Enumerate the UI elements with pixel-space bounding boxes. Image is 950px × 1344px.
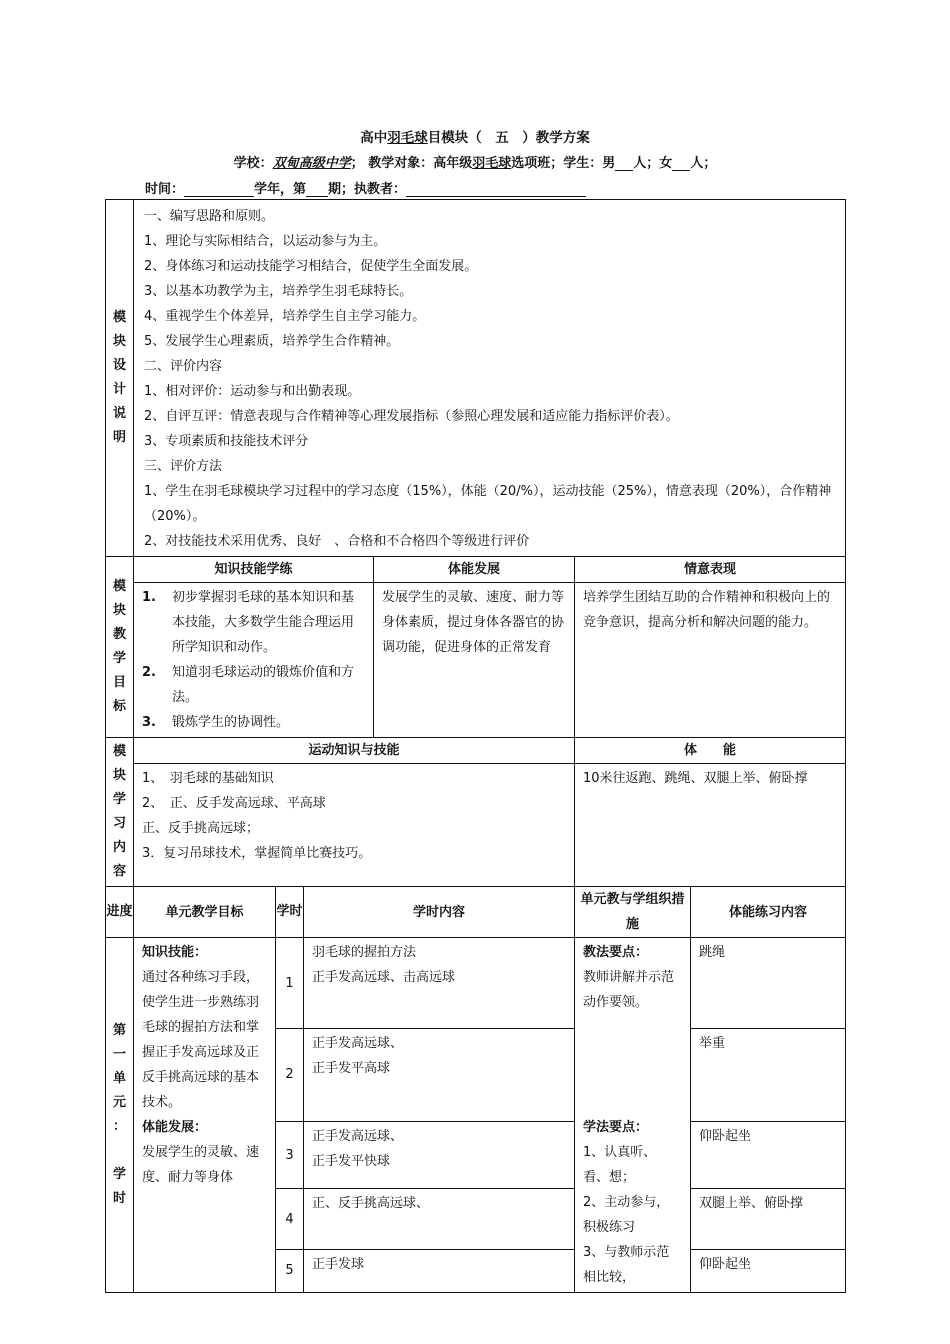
goal-knowledge-text: 通过各种练习手段，使学生进一步熟练羽毛球的握拍方法和掌握正手发高远球及正反手挑高远球的基本技术。 <box>142 970 260 1110</box>
teacher-blank <box>406 182 586 197</box>
hour-content-cell: 正手发高远球、 正手发平高球 <box>304 1029 575 1121</box>
goals-fitness-cell: 发展学生的灵敏、速度、耐力等身体素质，提过身体各器官的协调功能，促进身体的正常发育 <box>374 583 575 738</box>
time-line <box>145 178 586 197</box>
schedule-header-content: 学时内容 <box>304 887 575 938</box>
male-count-blank <box>615 156 633 171</box>
content-skill-line: 正、反手挑高远球； <box>142 821 260 836</box>
design-line: 一、编写思路和原则。 <box>144 209 275 224</box>
design-line: 1、理论与实际相结合，以运动参与为主。 <box>144 234 387 249</box>
exercise-cell: 举重 <box>691 1029 846 1121</box>
content-body-row <box>106 764 846 887</box>
target-sport: 羽毛球 <box>472 156 512 171</box>
goals-header-emotion: 情意表现 <box>575 557 846 583</box>
goals-emotion-cell: 培养学生团结互助的合作精神和积极向上的竞争意识，提高分析和解决问题的能力。 <box>575 583 846 738</box>
hour-cell: 2 <box>276 1029 304 1121</box>
design-line: 1、学生在羽毛球模块学习过程中的学习态度（15%），体能（20/%），运动技能（25%），情意表现（20%），合作精神（20%）。 <box>144 484 832 524</box>
goal-fitness-text: 发展学生的灵敏、速度、耐力等身体 <box>142 1145 260 1185</box>
goals-body-row <box>106 583 846 738</box>
content-header-skills: 运动知识与技能 <box>134 738 575 764</box>
goals-knowledge-item: 1. 初步掌握羽毛球的基本知识和基本技能，大多数学生能合理运用所学知识和动作。 <box>142 590 355 655</box>
design-line: 三、评价方法 <box>144 459 223 474</box>
design-row <box>106 200 846 557</box>
title-suffix: 目模块（ 五 ）教学方案 <box>427 130 590 146</box>
school-separator: ； <box>350 156 364 171</box>
schedule-header-measures: 单元教与学组织措施 <box>575 887 691 938</box>
teach-title: 教法要点： <box>583 945 649 960</box>
content-side-label: 模 块 学 习 内 容 <box>106 738 134 887</box>
target-suffix: 选项班；学生：男 <box>511 156 616 171</box>
schedule-header-progress: 进度 <box>106 887 134 938</box>
schedule-header-hours: 学时 <box>276 887 304 938</box>
design-content <box>134 200 846 557</box>
hour-cell: 4 <box>276 1189 304 1249</box>
learn-line: 1、认真听、看、想； <box>583 1145 657 1185</box>
title-sport: 羽毛球 <box>387 130 428 146</box>
design-line: 3、以基本功教学为主，培养学生羽毛球特长。 <box>144 284 413 299</box>
schedule-header-row <box>106 887 846 938</box>
unit-goal-cell <box>134 938 276 1293</box>
schedule-header-exercise: 体能练习内容 <box>691 887 846 938</box>
learn-line: 3、与教师示范相比较， <box>583 1245 670 1285</box>
design-line: 4、重视学生个体差异，培养学生自主学习能力。 <box>144 309 426 324</box>
schedule-header-goal: 单元教学目标 <box>134 887 276 938</box>
hour-cell: 1 <box>276 938 304 1029</box>
teach-text: 教师讲解并示范动作要领。 <box>583 970 675 1010</box>
learn-line: 2、主动参与，积极练习 <box>583 1195 670 1235</box>
time-blank <box>184 182 254 197</box>
hour-content-cell: 正手发高远球、 正手发平快球 <box>304 1121 575 1189</box>
content-fitness-cell: 10米往返跑、跳绳、双腿上举、俯卧撑 <box>575 764 846 887</box>
design-line: 1、相对评价：运动参与和出勤表现。 <box>144 384 361 399</box>
hour-content-cell: 正、反手挑高远球、 <box>304 1189 575 1249</box>
design-line: 3、专项素质和技能技术评分 <box>144 434 309 449</box>
design-line: 2、身体练习和运动技能学习相结合，促使学生全面发展。 <box>144 259 478 274</box>
design-line: 2、对技能技术采用优秀、良好 、合格和不合格四个等级进行评价 <box>144 534 530 549</box>
document-title <box>0 126 950 146</box>
hour-content-cell: 羽毛球的握拍方法 正手发高远球、击高远球 <box>304 938 575 1029</box>
content-skill-line: 1、 羽毛球的基础知识 <box>142 771 274 786</box>
design-line: 2、自评互评：情意表现与合作精神等心理发展指标（参照心理发展和适应能力指标评价表）。 <box>144 409 679 424</box>
document-subtitle <box>0 152 950 171</box>
measures-cell <box>575 938 691 1293</box>
goal-fitness-title: 体能发展： <box>142 1120 208 1135</box>
learn-title: 学法要点： <box>583 1120 649 1135</box>
school-label: 学校： <box>233 156 273 171</box>
content-skills-cell <box>134 764 575 887</box>
goals-header-fitness: 体能发展 <box>374 557 575 583</box>
term-label: 期；执教者： <box>328 182 407 197</box>
exercise-cell: 跳绳 <box>691 938 846 1029</box>
hour-cell: 3 <box>276 1121 304 1189</box>
exercise-cell: 仰卧起坐 <box>691 1249 846 1292</box>
content-header-row <box>106 738 846 764</box>
exercise-cell: 双腿上举、俯卧撑 <box>691 1189 846 1249</box>
year-label: 学年，第 <box>254 182 307 197</box>
title-prefix: 高中 <box>360 130 388 146</box>
female-count-blank <box>672 156 690 171</box>
goals-header-knowledge: 知识技能学练 <box>134 557 374 583</box>
content-skill-line: 3．复习吊球技术，掌握简单比赛技巧。 <box>142 846 372 861</box>
design-line: 5、发展学生心理素质，培养学生合作精神。 <box>144 334 400 349</box>
female-suffix: 人； <box>690 156 717 171</box>
plan-table <box>105 199 846 1293</box>
goals-side-label: 模 块 教 学 目 标 <box>106 557 134 738</box>
goals-knowledge-item: 3. 锻炼学生的协调性。 <box>142 715 290 730</box>
goals-header-row <box>106 557 846 583</box>
content-skill-line: 2、 正、反手发高远球、平高球 <box>142 796 326 811</box>
goal-knowledge-title: 知识技能： <box>142 945 208 960</box>
unit-side-label: 第 一 单 元 ： 学 时 <box>106 938 134 1293</box>
goals-knowledge-cell <box>134 583 374 738</box>
time-label: 时间： <box>145 182 185 197</box>
design-line: 二、评价内容 <box>144 359 223 374</box>
design-side-label: 模 块 设 计 说 明 <box>106 200 134 557</box>
hour-cell: 5 <box>276 1249 304 1292</box>
male-suffix: 人；女 <box>633 156 673 171</box>
goals-knowledge-item: 2. 知道羽毛球运动的锻炼价值和方法。 <box>142 665 355 705</box>
content-header-fitness: 体 能 <box>575 738 846 764</box>
school-name: 双甸高级中学 <box>272 156 351 171</box>
term-blank <box>306 182 328 197</box>
hour-content-cell: 正手发球 <box>304 1249 575 1292</box>
exercise-cell: 仰卧起坐 <box>691 1121 846 1189</box>
target-label: 教学对象：高年级 <box>368 156 473 171</box>
schedule-row <box>106 938 846 1029</box>
